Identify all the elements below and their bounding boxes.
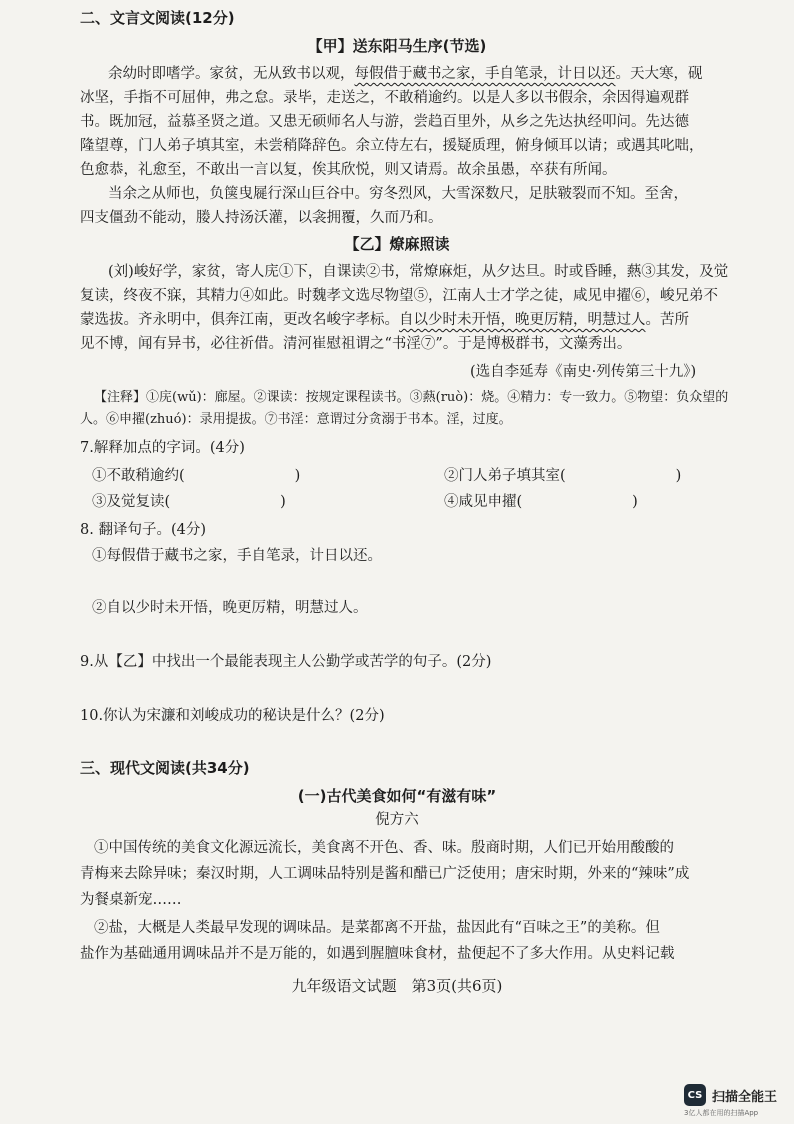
notes-line-1: 【注释】①庑(wǔ)：廊屋。②课读：按规定课程读书。③爇(ruò)：烧。④精力：专一致力。⑤物望：负众望的 [94, 390, 729, 405]
text-b-line-4: 见不博，闻有异书，必往祈借。清河崔慰祖谓之“书淫⑦”。于是博极群书，文藻秀出。 [80, 336, 632, 352]
scanner-tagline: 3亿人都在用的扫描App [684, 1109, 759, 1117]
scanner-app-icon: CS [684, 1084, 706, 1106]
text-b-line-3: 蒙选拔。齐永明中，俱奔江南，更改名峻字孝标。自以少时未开悟，晚更厉精，明慧过人。苦所 [80, 312, 689, 328]
text-a-line-2: 冰坚，手指不可屈伸，弗之怠。录毕，走送之，不敢稍逾约。以是人多以书假余，余因得遍观群 [80, 90, 689, 106]
text-b-line-2: 复读，终夜不寐，其精力④如此。时魏孝文选尽物望⑤，江南人士才学之徒，咸见申擢⑥，峻兄弟不 [80, 288, 718, 304]
page-footer: 九年级语文试题 第3页(共6页) [291, 977, 503, 995]
question-7-item-2: ②门人弟子填其室( ) [444, 468, 682, 484]
question-7-item-1: ①不敢稍逾约( ) [92, 468, 301, 484]
question-7-item-4: ④咸见申擢( ) [444, 494, 638, 510]
text-a-line-6: 当余之从师也，负箧曳屣行深山巨谷中。穷冬烈风，大雪深数尺，足肤皲裂而不知。至舍， [108, 186, 688, 202]
article-para-1-line-1: ①中国传统的美食文化源远流长，美食离不开色、香、味。殷商时期，人们已开始用酸酸的 [94, 840, 674, 856]
text-b-underlined-sentence: 自以少时未开悟，晚更厉精，明慧过人 [399, 312, 646, 328]
question-10: 10.你认为宋濂和刘峻成功的秘诀是什么？(2分) [80, 708, 385, 724]
text-a-line-7: 四支僵劲不能动，媵人持汤沃灌，以衾拥覆，久而乃和。 [80, 210, 443, 226]
scanner-logo [684, 1084, 777, 1106]
text-a-line-1: 余幼时即嗜学。家贫，无从致书以观，每假借于藏书之家，手自笔录，计日以还。天大寒，砚 [108, 66, 703, 82]
text-a-line-5: 色愈恭，礼愈至，不敢出一言以复，俟其欣悦，则又请焉。故余虽愚，卒获有所闻。 [80, 162, 617, 178]
notes-line-2: 人。⑥申擢(zhuó)：录用提拔。⑦书淫：意谓过分贪溺于书本。淫，过度。 [80, 412, 512, 427]
section3-heading: 三、现代文阅读(共34分) [80, 759, 250, 777]
question-7-item-3: ③及觉复读( ) [92, 494, 286, 510]
text-b-source: (选自李延寿《南史·列传第三十九》) [470, 364, 697, 380]
article-author: 倪方六 [375, 812, 419, 828]
question-7-stem: 7.解释加点的字词。(4分) [80, 440, 245, 456]
article-para-2-line-1: ②盐，大概是人类最早发现的调味品。是菜都离不开盐，盐因此有“百味之王”的美称。但 [94, 920, 660, 936]
scanner-app-name: 扫描全能王 [712, 1089, 778, 1105]
text-b-line-1: (刘)峻好学，家贫，寄人庑①下，自课读②书，常燎麻炬，从夕达旦。时或昏睡，爇③其发，及觉 [108, 264, 729, 280]
text-b-title: 【乙】燎麻照读 [344, 235, 450, 253]
question-8-item-1: ①每假借于藏书之家，手自笔录，计日以还。 [92, 548, 382, 564]
text-a-line-3: 书。既加冠，益慕圣贤之道。又患无硕师名人与游，尝趋百里外，从乡之先达执经叩问。先达德 [80, 114, 689, 130]
text-a-title: 【甲】送东阳马生序(节选) [307, 37, 487, 55]
text-a-underlined-sentence: 每假借于藏书之家，手自笔录，计日以还 [354, 66, 616, 82]
question-9: 9.从【乙】中找出一个最能表现主人公勤学或苦学的句子。(2分) [80, 654, 492, 670]
section2-heading: 二、文言文阅读(12分) [80, 9, 235, 27]
article-title: (一)古代美食如何“有滋有味” [297, 787, 497, 805]
article-para-1-line-2: 青梅来去除异味；秦汉时期，人工调味品特别是酱和醋已广泛使用；唐宋时期，外来的“辣味”成 [80, 866, 690, 882]
question-8-item-2: ②自以少时未开悟，晚更厉精，明慧过人。 [92, 600, 368, 616]
question-8-stem: 8. 翻译句子。(4分) [80, 522, 206, 538]
article-para-2-line-2: 盐作为基础通用调味品并不是万能的，如遇到腥膻味食材，盐便起不了多大作用。从史料记载 [80, 946, 675, 962]
article-para-1-line-3: 为餐桌新宠…… [80, 892, 182, 908]
text-a-line-4: 隆望尊，门人弟子填其室，未尝稍降辞色。余立侍左右，援疑质理，俯身倾耳以请；或遇其叱咄， [80, 138, 704, 154]
